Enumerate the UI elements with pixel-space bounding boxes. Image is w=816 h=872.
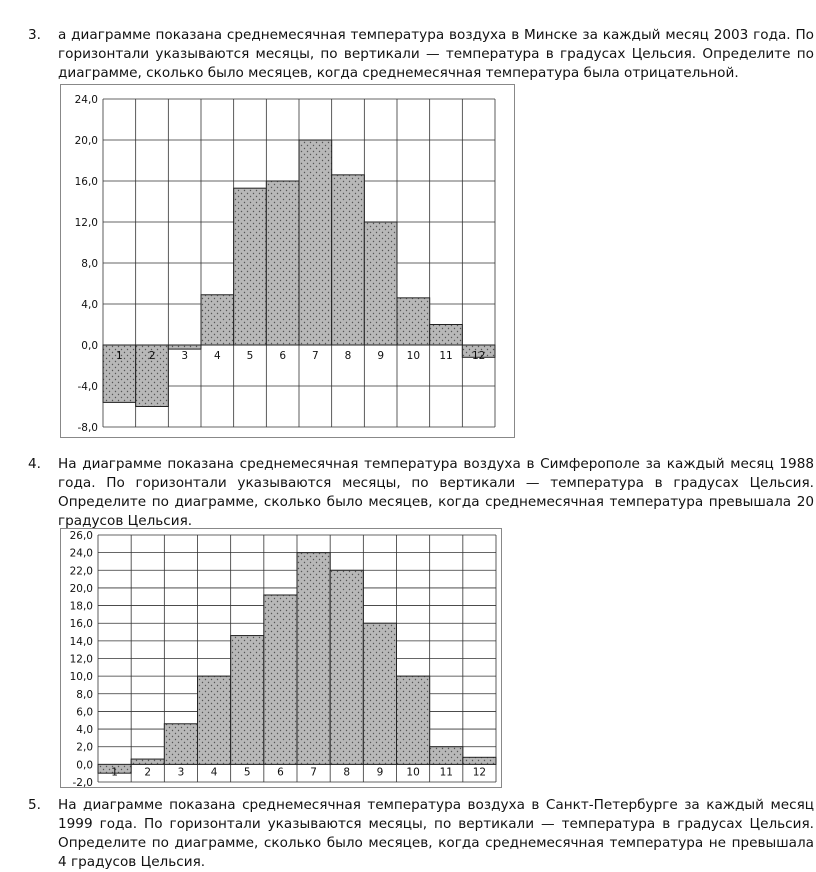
x-tick-label: 7 [311,350,319,362]
x-tick-label: 8 [343,766,351,779]
x-tick-label: 11 [439,350,453,362]
task-number: 3. [28,27,41,43]
y-tick-label: 2,0 [76,741,93,754]
x-tick-label: 12 [472,766,487,779]
y-tick-label: 6,0 [76,706,93,719]
task-text: На диаграмме показана среднемесячная температура воздуха в Санкт-Петербурге за каждый месяц 1999 года. По горизонтали указываются месяцы, по вертикали — температура в градусах Цельсия. Определите по диаграмме, сколько было месяцев, когда среднемесячная температура не превышала 4 градусов Цельсия. [58,797,814,870]
bar [430,747,463,765]
bar [364,222,397,345]
bar [330,570,363,764]
x-tick-label: 12 [471,350,486,362]
y-tick-label: 4,0 [81,299,98,311]
task-5 [28,796,814,872]
y-tick-label: 10,0 [69,671,93,684]
bar [299,140,332,345]
y-tick-label: -2,0 [72,777,93,788]
y-tick-label: 16,0 [69,618,93,631]
x-tick-label: 1 [111,766,118,779]
y-tick-label: 12,0 [69,653,93,666]
bar [266,181,299,345]
y-tick-label: 8,0 [81,258,98,270]
x-tick-label: 10 [406,766,420,779]
task-4 [28,455,814,531]
task-3 [28,26,814,83]
x-tick-label: 5 [246,350,254,362]
y-tick-label: 20,0 [69,582,93,595]
bar [397,298,430,345]
y-tick-label: 4,0 [76,724,93,737]
bar [198,676,231,764]
y-tick-label: 14,0 [69,635,93,648]
y-tick-label: 24,0 [69,547,93,560]
bar [332,175,365,345]
task-number: 5. [28,797,41,813]
x-tick-label: 6 [279,350,287,362]
x-tick-label: 6 [277,766,284,779]
chart-simferopol [60,528,502,788]
x-tick-label: 2 [144,766,152,779]
y-tick-label: -4,0 [77,381,98,393]
y-tick-label: 12,0 [74,217,98,229]
bar [201,295,234,345]
x-tick-label: 2 [148,350,156,362]
y-tick-label: 26,0 [69,530,93,542]
y-tick-label: 18,0 [69,600,93,613]
bar [463,757,496,764]
x-tick-label: 8 [344,350,352,362]
x-tick-label: 4 [213,350,221,362]
y-tick-label: 20,0 [74,135,98,147]
x-tick-label: 3 [177,766,185,779]
task-text: На диаграмме показана среднемесячная температура воздуха в Симферополе за каждый месяц 1988 года. По горизонтали указываются месяцы, по вертикали — температура в градусах Цельсия. Определите по диаграмме, сколько было месяцев, когда среднемесячная температура превышала 20 градусов Цельсия. [58,456,814,529]
y-tick-label: -8,0 [77,422,98,434]
y-tick-label: 0,0 [76,759,93,772]
x-tick-label: 11 [439,766,453,779]
x-tick-label: 10 [406,350,421,362]
x-tick-label: 9 [376,766,384,779]
bar [297,553,330,765]
bar [430,325,463,346]
chart-minsk [60,84,515,438]
bar [397,676,430,764]
bar [363,623,396,764]
x-tick-label: 5 [243,766,251,779]
bar [231,636,264,765]
x-tick-label: 9 [377,350,385,362]
bar [168,345,201,349]
bar [131,759,164,764]
bar [264,595,297,764]
x-tick-label: 3 [181,350,189,362]
y-tick-label: 16,0 [74,176,98,188]
bar [164,724,197,765]
x-tick-label: 4 [210,766,218,779]
y-tick-label: 22,0 [69,565,93,578]
x-tick-label: 1 [115,350,123,362]
bar [234,188,267,345]
task-text: а диаграмме показана среднемесячная температура воздуха в Минске за каждый месяц 2003 года. По горизонтали указываются месяцы, по вертикали — температура в градусах Цельсия. Определите по диаграмме, сколько было месяцев, когда среднемесячная температура была отрицательной. [58,27,814,81]
x-tick-label: 7 [310,766,317,779]
y-tick-label: 24,0 [74,94,98,106]
task-number: 4. [28,456,41,472]
y-tick-label: 8,0 [76,688,93,701]
y-tick-label: 0,0 [81,340,98,352]
